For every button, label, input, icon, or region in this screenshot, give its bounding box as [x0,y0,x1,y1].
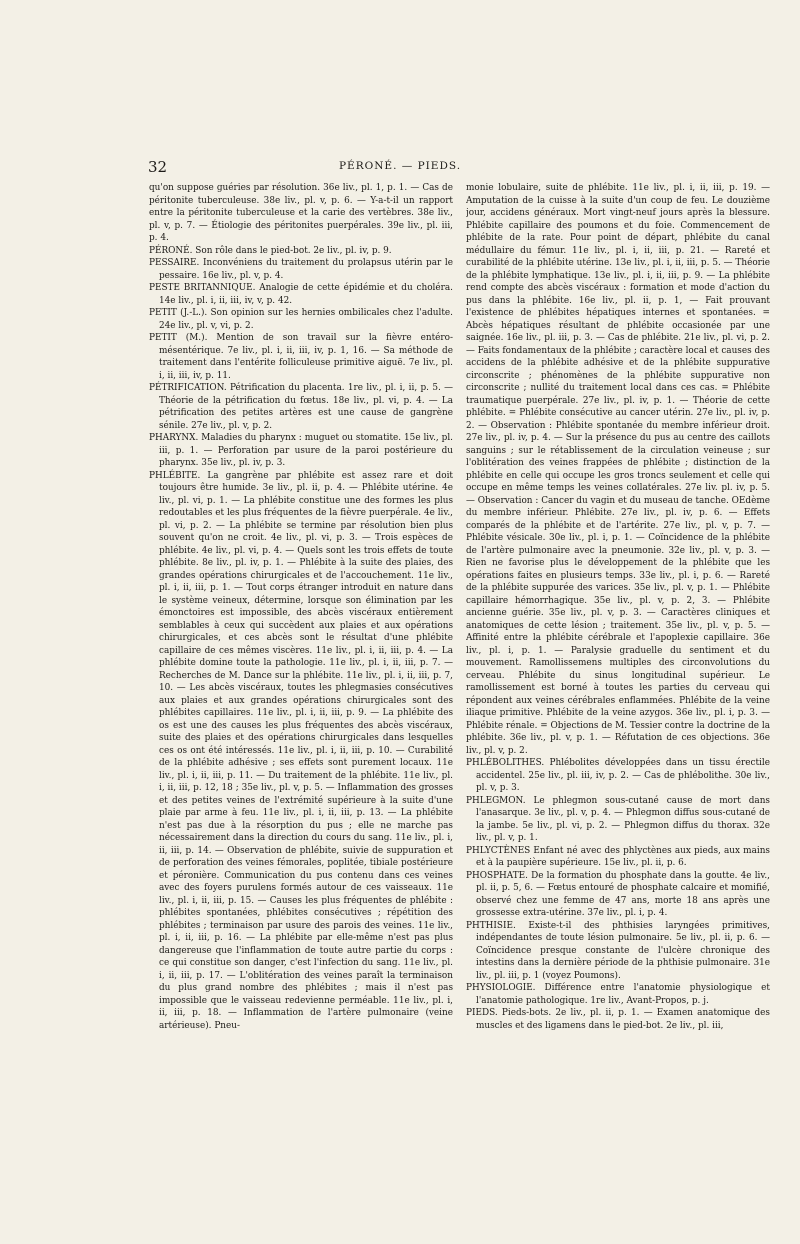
index-entry: PHYSIOLOGIE. Différence entre l'anatomie physiologique et l'anatomie pathologique. 1re liv., Avant-Propos, p. j. [466,983,770,1006]
index-entry: PHLÉBITE. La gangrène par phlébite est assez rare et doit toujours être humide. 3e liv., pl. ii, p. 4. — Phlébite utérine. 4e liv., pl. vi, p. 1. — La phlébite constitue une des formes les plus redoutables et les plus fréquentes de la fièvre puerpérale. 4e liv., pl. vi, p. 2. — La phlébite se termine par résolution bien plus souvent qu'on ne croit. 4e liv., pl. vi, p. 3. — Trois espèces de phlébite. 4e liv., pl. vi, p. 4. — Quels sont les trois effets de toute phlébite. 8e liv., pl. iv, p. 1. — Phlébite à la suite des plaies, des grandes opérations chirurgicales et de l'accouchement. 11e liv., pl. i, ii, iii, p. 1. — Tout corps étranger introduit en nature dans le système veineux, détermine, lorsque son élimination par les émonctoires est impossible, des abcès viscéraux entièrement semblables à ceux qui succèdent aux plaies et aux opérations chirurgicales, et ces abcès sont le résultat d'une phlébite capillaire de ces mêmes viscères. 11e liv., pl. i, ii, iii, p. 4. — La phlébite domine toute la pathologie. 11e liv., pl. i, ii, iii, p. 7. — Recherches de M. Dance sur la phlébite. 11e liv., pl. i, ii, iii, p. 7, 10. — Les abcès viscéraux, toutes les phlegmasies consécutives aux plaies et aux grandes opérations chirurgicales sont des phlébites capillaires. 11e liv., pl. i, ii, iii, p. 9. — La phlébite des os est une des causes les plus fréquentes des abcès viscéraux, suite des plaies et des opérations chirurgicales dans lesquelles ces os ont été intéressés. 11e liv., pl. i, ii, iii, p. 10. — Curabilité de la phlébite adhésive ; ses effets sont purement locaux. 11e liv., pl. i, ii, iii, p. 11. — Du traitement de la phlébite. 11e liv., pl. i, ii, iii, p. 12, 18 ; 35e liv., pl. v, p. 5. — Inflammation des grosses et des petites veines de l'extrémité supérieure à la suite d'une plaie par arme à feu. 11e liv., pl. i, ii, iii, p. 13. — La phlébite n'est pas due à la résorption du pus ; elle ne marche pas nécessairement dans la direction du cours du sang. 11e liv., pl. i, ii, iii, p. 14. — Observation de phlébite, suivie de suppuration et de perforation des veines fémorales, poplitée, tibiale postérieure et péronière. Communication du pus contenu dans ces veines avec des foyers purulens formés autour de ces vaisseaux. 11e liv., pl. i, ii, iii, p. 15. — Causes les plus fréquentes de phlébite : phlébites spontanées, phlébites consécutives ; répétition des phlébites ; terminaison par usure des parois des veines. 11e liv., pl. i, ii, iii, p. 16. — La phlébite par elle-même n'est pas plus dangereuse que l'inflammation de toute autre partie du corps : ce qui constitue son danger, c'est l'infection du sang. 11e liv., pl. i, ii, iii, p. 17. — L'oblitération des veines paraît la terminaison du plus grand nombre des phlébites ; mais il n'est pas impossible que le vaisseau redevienne perméable. 11e liv., pl. i, ii, iii, p. 18. — Inflammation de l'artère pulmonaire (veine artérieuse). Pneu- [149,470,453,1031]
right-column [466,182,770,1182]
index-entry: PHARYNX. Maladies du pharynx : muguet ou stomatite. 15e liv., pl. iii, p. 1. — Perforation par usure de la paroi postérieure du pharynx. 35e liv., pl. iv, p. 3. [149,433,453,468]
index-entry: PESSAIRE. Inconvéniens du traitement du prolapsus utérin par le pessaire. 16e liv., pl. v, p. 4. [149,258,453,281]
index-entry: PÉTRIFICATION. Pétrification du placenta. 1re liv., pl. i, ii, p. 5. — Théorie de la pétrification du fœtus. 18e liv., pl. vi, p. 4. — La pétrification des petites artères est une cause de gangrène sénile. 27e liv., pl. v, p. 2. [149,383,453,431]
index-entry: monie lobulaire, suite de phlébite. 11e liv., pl. i, ii, iii, p. 19. — Amputation de la cuisse à la suite d'un coup de feu. Le douzième jour, accidens généraux. Mort vingt-neuf jours après la blessure. Phlébite capillaire des poumons et du foie. Commencement de phlébite de la rate. Pour point de départ, phlébite du canal médullaire du fémur. 11e liv., pl. i, ii, iii, p. 21. — Rareté et curabilité de la phlébite utérine. 13e liv., pl. i, ii, iii, p. 5. — Théorie de la phlébite lymphatique. 13e liv., pl. i, ii, iii, p. 9. — La phlébite rend compte des abcès viscéraux : formation et mode d'action du pus dans la phlébite. 16e liv., pl. ii, p. 1, — Fait prouvant l'existence de phlébites hépatiques internes et spontanées. = Abcès hépatiques résultant de phlébite occasionée par une saignée. 16e liv., pl. iii, p. 3. — Cas de phlébite. 21e liv., pl. vi, p. 2. — Faits fondamentaux de la phlébite ; caractère local et causes des accidens de la phlébite adhésive et de la phlébite suppurative circonscrite ; phénomènes de la phlébite suppurative non circonscrite ; nullité du traitement local dans ces cas. = Phlébite traumatique puerpérale. 27e liv., pl. iv, p. 1. — Théorie de cette phlébite. = Phlébite consécutive au cancer utérin. 27e liv., pl. iv, p. 2. — Observation : Phlébite spontanée du membre inférieur droit. 27e liv., pl. iv, p. 4. — Sur la présence du pus au centre des caillots sanguins ; sur le rétablissement de la circulation veineuse ; sur l'oblitération des veines frappées de phlébite ; distinction de la phlébite en celle qui occupe les gros troncs seulement et celle qui occupe en même temps les veines collatérales. 27e liv. pl. iv, p. 5. — Observation : Cancer du vagin et du museau de tanche. OEdème du membre inférieur. Phlébite. 27e liv., pl. iv, p. 6. — Effets comparés de la phlébite et de l'artérite. 27e liv., pl. v, p. 7. — Phlébite vésicale. 30e liv., pl. i, p. 1. — Coïncidence de la phlébite de l'artère pulmonaire avec la pneumonie. 32e liv., pl. v, p. 3. — Rien ne favorise plus le développement de la phlébite que les opérations faites en plusieurs temps. 33e liv., pl. i, p. 6. — Rareté de la phlébite suppurée des varices. 35e liv., pl. v, p. 1. — Phlébite capillaire hémorrhagique. 35e liv., pl. v, p. 2, 3. — Phlébite ancienne guérie. 35e liv., pl. v, p. 3. — Caractères cliniques et anatomiques de cette lésion ; traitement. 35e liv., pl. v, p. 5. — Affinité entre la phlébite cérébrale et l'apoplexie capillaire. 36e liv., pl. i, p. 1. — Paralysie graduelle du sentiment et du mouvement. Ramollissemens multiples des circonvolutions du cerveau. Phlébite du sinus longitudinal supérieur. Le ramollissement est borné à toutes les parties du cerveau qui répondent aux veines cérébrales enflammées. Phlébite de la veine iliaque primitive. Phlébite de la veine azygos. 36e liv., pl. i, p. 3. — Phlébite rénale. = Objections de M. Tessier contre la doctrine de la phlébite. 36e liv., pl. v, p. 1. — Réfutation de ces objections. 36e liv., pl. v, p. 2. [466,183,770,756]
index-entry: PETIT (M.). Mention de son travail sur la fièvre entéro-mésentérique. 7e liv., pl. i, ii, iii, iv, p. 1, 16. — Sa méthode de traitement dans l'entérite folliculeuse primitive aiguë. 7e liv., pl. i, ii, iii, iv, p. 11. [149,333,453,381]
index-entry: qu'on suppose guéries par résolution. 36e liv., pl. 1, p. 1. — Cas de péritonite tuberculeuse. 38e liv., pl. v, p. 6. — Y-a-t-il un rapport entre la péritonite tuberculeuse et la carie des vertèbres. 38e liv., pl. v, p. 7. — Étiologie des péritonites puerpérales. 39e liv., pl. iii, p. 4. [149,183,453,243]
index-entry: PHOSPHATE. De la formation du phosphate dans la goutte. 4e liv., pl. ii, p. 5, 6. — Fœtus entouré de phosphate calcaire et momifié, observé chez une femme de 47 ans, morte 18 ans après une grossesse extra-utérine. 37e liv., pl. i, p. 4. [466,870,770,918]
index-entry: PHLEGMON. Le phlegmon sous-cutané cause de mort dans l'anasarque. 3e liv., pl. v, p. 4. — Phlegmon diffus sous-cutané de la jambe. 5e liv., pl. vi, p. 2. — Phlegmon diffus du thorax. 32e liv., pl. v, p. 1. [466,795,770,843]
index-entry: PETIT (J.-L.). Son opinion sur les hernies ombilicales chez l'adulte. 24e liv., pl. v, vi, p. 2. [149,308,453,331]
page-bottom-margin [0,1182,800,1244]
left-column [149,182,453,1182]
page-header [0,158,800,178]
index-entry: PÉRONÉ. Son rôle dans le pied-bot. 2e liv., pl. iv, p. 9. [149,245,392,256]
page-number: 32 [148,158,168,176]
index-entry: PESTE BRITANNIQUE. Analogie de cette épidémie et du choléra. 14e liv., pl. i, ii, iii, iv, v, p. 42. [149,283,453,306]
index-entry: PIEDS. Pieds-bots. 2e liv., pl. ii, p. 1. — Examen anatomique des muscles et des ligamens dans le pied-bot. 2e liv., pl. iii, [466,1008,770,1031]
index-entry: PHTHISIE. Existe-t-il des phthisies laryngées primitives, indépendantes de toute lésion pulmonaire. 5e liv., pl. ii, p. 6. — Coïncidence presque constante de l'ulcère chronique des intestins dans la dernière période de la phthisie pulmonaire. 31e liv., pl. iii, p. 1 (voyez Poumons). [466,920,770,981]
index-entry: PHLYCTÈNES Enfant né avec des phlyctènes aux pieds, aux mains et à la paupière supérieure. 15e liv., pl. ii, p. 6. [466,845,770,868]
running-title: PÉRONÉ. — PIEDS. [338,160,462,172]
index-entry: PHLÉBOLITHES. Phlébolites développées dans un tissu érectile accidentel. 25e liv., pl. iii, iv, p. 2. — Cas de phlébolithe. 30e liv., pl. v, p. 3. [466,758,770,793]
